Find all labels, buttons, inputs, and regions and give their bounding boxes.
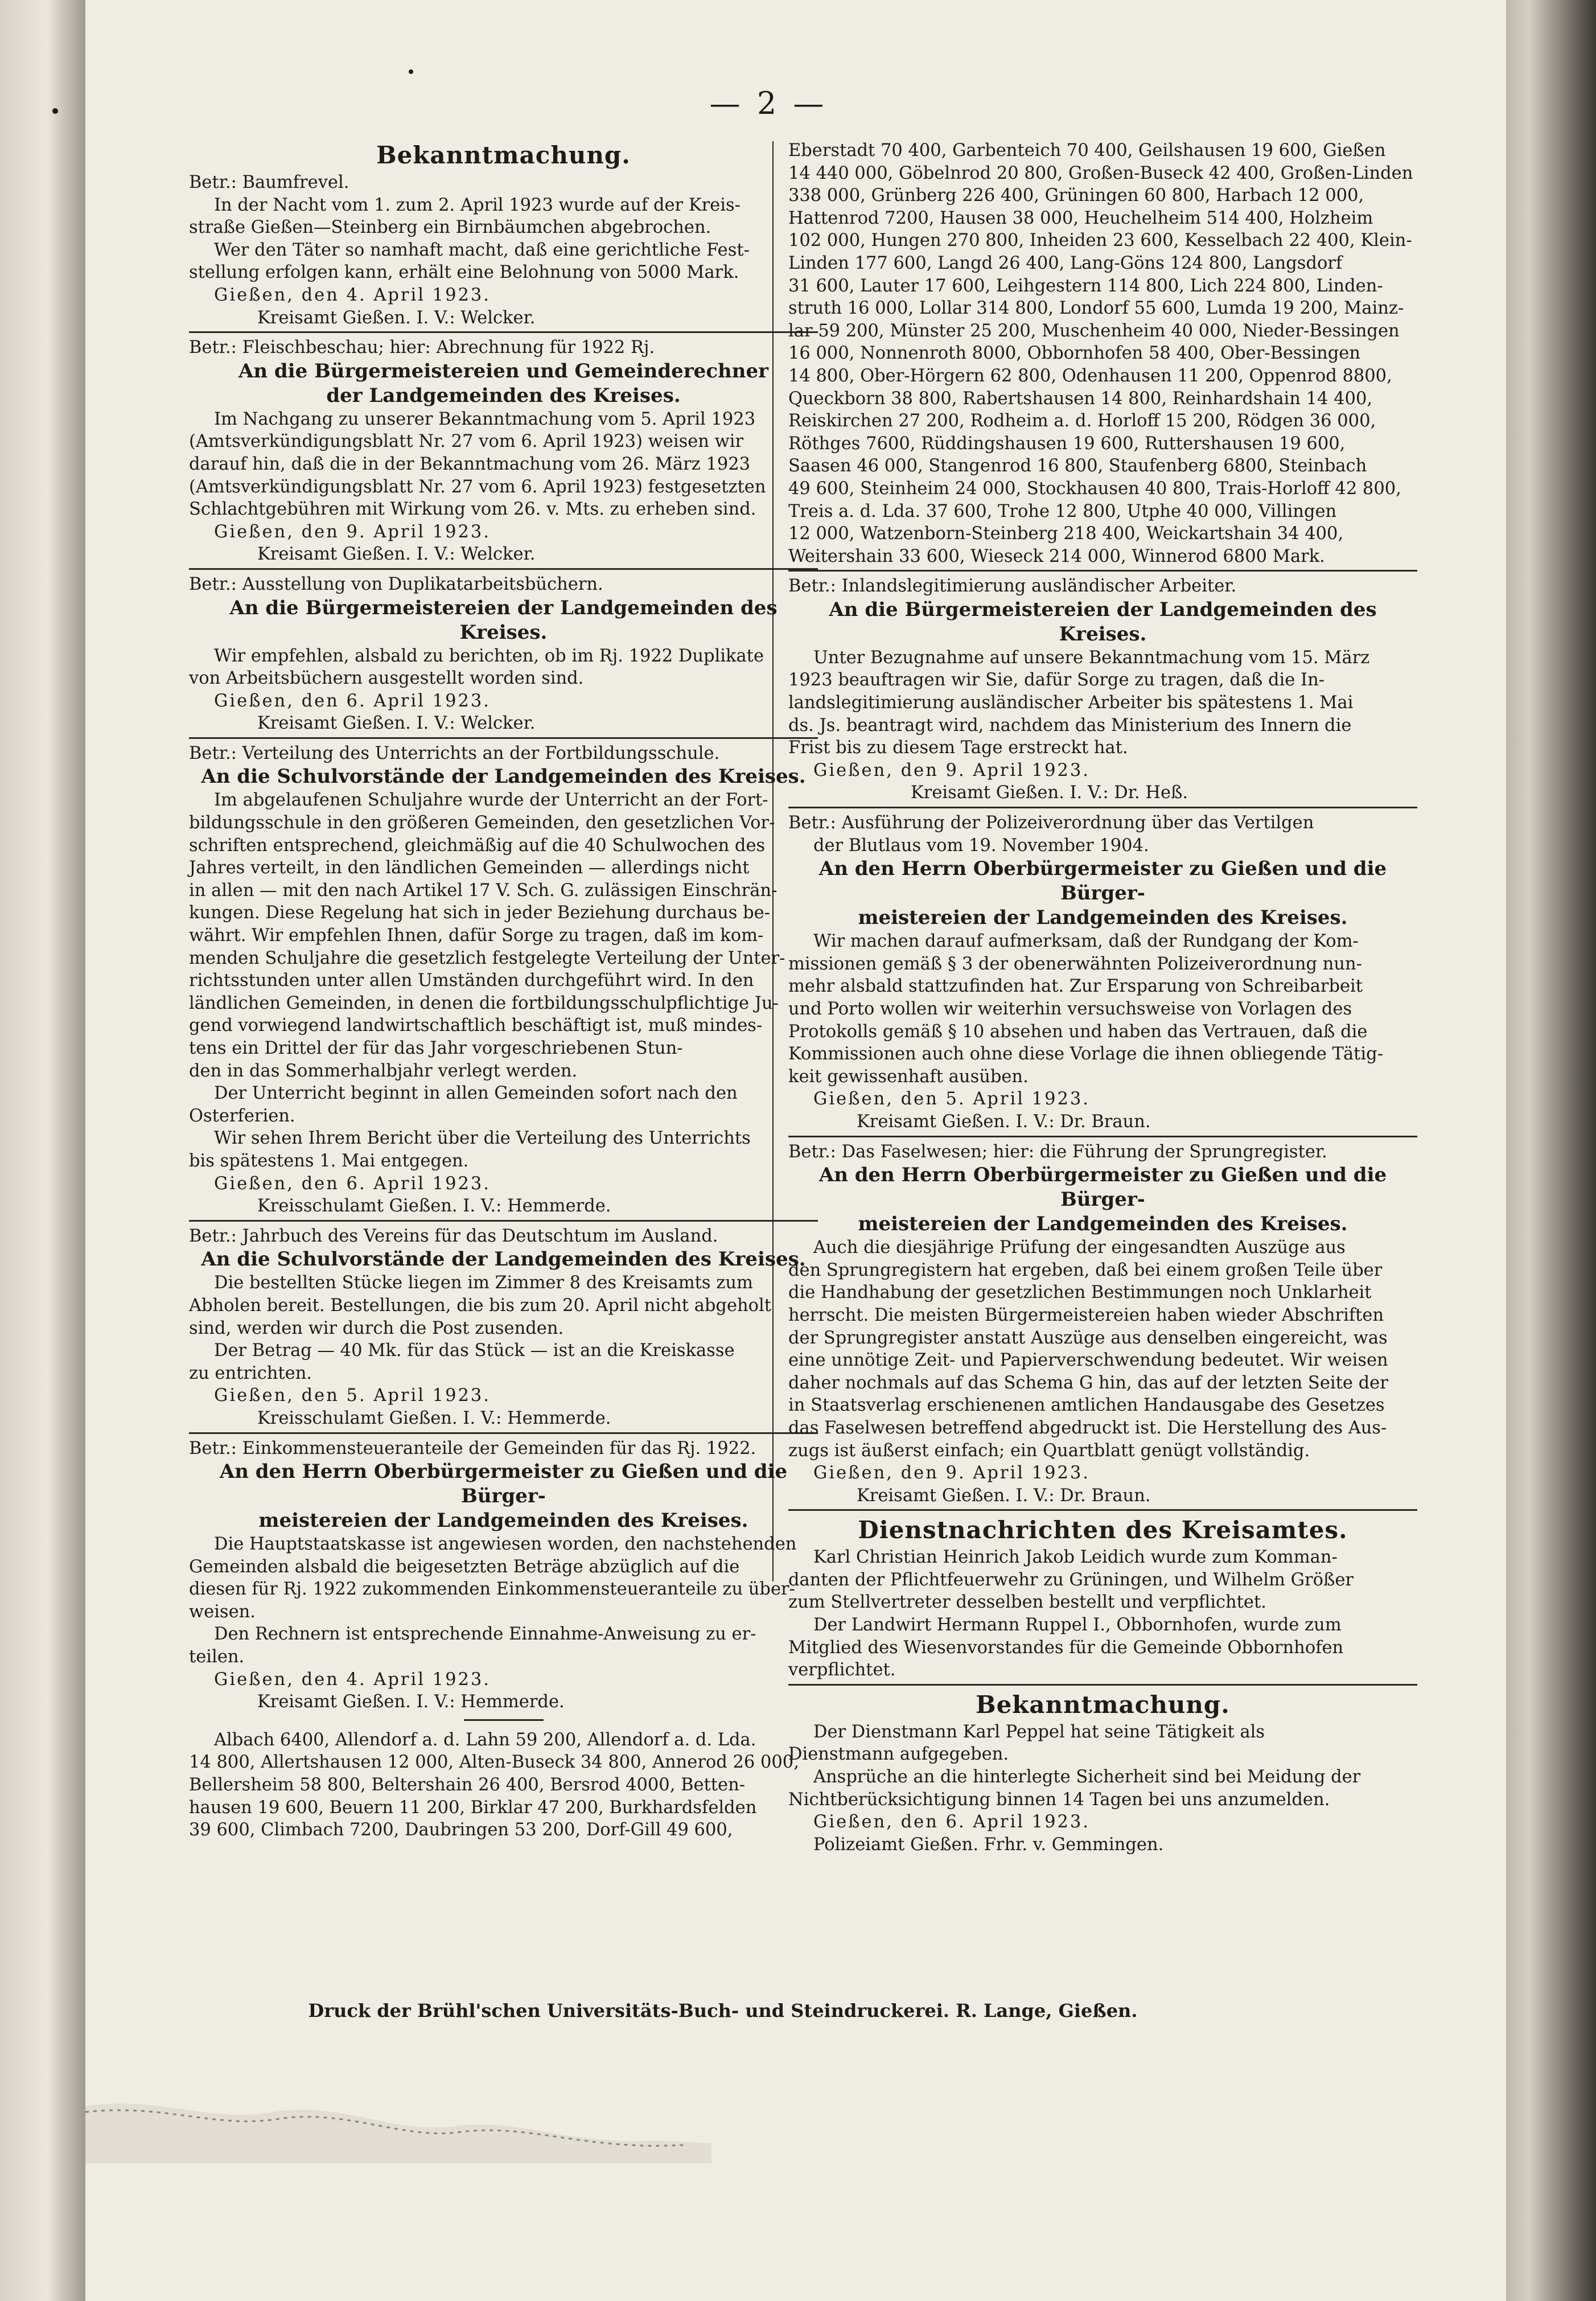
- text-line: Den Rechnern ist entsprechende Einnahme-Anweisung zu er-: [214, 1624, 756, 1645]
- payment-list-line: 12 000, Watzenborn-Steinberg 218 400, Weickartshain 34 400,: [788, 524, 1344, 544]
- text-line: schriften entsprechend, gleichmäßig auf die 40 Schulwochen des: [189, 835, 766, 856]
- signature-line: Kreisamt Gießen. I. V.: Dr. Heß.: [911, 783, 1188, 803]
- betr-line: Betr.: Ausführung der Polizeiverordnung über das Vertilgen: [788, 813, 1314, 833]
- text-line: 1923 beauftragen wir Sie, dafür Sorge zu tragen, daß die In-: [788, 670, 1325, 691]
- payment-list-line: lar 59 200, Münster 25 200, Muschenheim 40 000, Nieder-Bessingen: [788, 321, 1400, 341]
- page-stack-edge: [1506, 0, 1596, 2301]
- notice-title: Bekanntmachung.: [976, 1690, 1230, 1719]
- section-title: Dienstnachrichten des Kreisamtes.: [858, 1516, 1348, 1544]
- text-line: Abholen bereit. Bestellungen, die bis zum 20. April nicht abgeholt: [189, 1295, 772, 1316]
- text-line: Nichtberücksichtigung binnen 14 Tagen bei uns anzumelden.: [788, 1789, 1330, 1810]
- text-line: Der Landwirt Hermann Ruppel I., Obbornhofen, wurde zum: [813, 1615, 1342, 1636]
- text-line: Schlachtgebühren mit Wirkung vom 26. v. Mts. zu erheben sind.: [189, 499, 756, 520]
- text-line: von Arbeitsbüchern ausgestellt worden sind.: [189, 668, 584, 689]
- notice-title: An die Bürgermeistereien und Gemeinderechner: [238, 359, 769, 383]
- text-line: ländlichen Gemeinden, in denen die fortbildungsschulpflichtige Ju-: [189, 993, 779, 1013]
- signature-line: Kreisschulamt Gießen. I. V.: Hemmerde.: [257, 1408, 611, 1428]
- text-line: zugs ist äußerst einfach; ein Quartblatt genügt vollständig.: [788, 1440, 1310, 1461]
- payment-list-line: 14 800, Ober-Hörgern 62 800, Odenhausen 11 200, Oppenrod 8800,: [788, 365, 1392, 386]
- text-line: das Faselwesen betreffend abgedruckt ist. Die Herstellung des Aus-: [788, 1417, 1387, 1438]
- text-line: Der Betrag — 40 Mk. für das Stück — ist an die Kreiskasse: [214, 1341, 735, 1361]
- text-line: darauf hin, daß die in der Bekanntmachung vom 26. März 1923: [189, 454, 751, 474]
- payment-list-line: 16 000, Nonnenroth 8000, Obbornhofen 58 400, Ober-Bessingen: [788, 343, 1360, 364]
- text-line: tens ein Drittel der für das Jahr vorgeschriebenen Stun-: [189, 1038, 683, 1058]
- signature-line: Kreisamt Gießen. I. V.: Welcker.: [257, 713, 536, 734]
- notice-arbeitsbuecher: [189, 573, 818, 739]
- payment-list-line: 102 000, Hungen 270 800, Inheiden 23 600, Kesselbach 22 400, Klein-: [788, 231, 1412, 251]
- payment-list-line: Reiskirchen 27 200, Rodheim a. d. Horloff 15 200, Rödgen 36 000,: [788, 411, 1376, 432]
- notice-title: der Landgemeinden des Kreises.: [326, 384, 681, 407]
- notice-title: meistereien der Landgemeinden des Kreises.: [858, 1213, 1348, 1236]
- date-line: Gießen, den 9. April 1923.: [813, 760, 1090, 780]
- text-line: In der Nacht vom 1. zum 2. April 1923 wurde auf der Kreis-: [214, 195, 741, 215]
- text-line: Im abgelaufenen Schuljahre wurde der Unterricht an der Fort-: [214, 790, 768, 811]
- text-line: Der Dienstmann Karl Peppel hat seine Tätigkeit als: [813, 1721, 1265, 1742]
- text-line: weisen.: [189, 1601, 256, 1622]
- short-rule: [464, 1719, 544, 1721]
- text-line: Jahres verteilt, in den ländlichen Gemeinden — allerdings nicht: [189, 858, 750, 878]
- text-line: bis spätestens 1. Mai entgegen.: [189, 1150, 469, 1171]
- notice-jahrbuch: [189, 1225, 818, 1434]
- date-line: Gießen, den 9. April 1923.: [214, 521, 491, 542]
- page-number: — 2 —: [709, 85, 828, 121]
- payment-list-line: struth 16 000, Lollar 314 800, Londorf 55 600, Lumda 19 200, Mainz-: [788, 298, 1404, 319]
- text-line: verpflichtet.: [788, 1660, 896, 1680]
- text-line: menden Schuljahre die gesetzlich festgelegte Verteilung der Unter-: [189, 948, 785, 968]
- payment-list-line: 39 600, Climbach 7200, Daubringen 53 200, Dorf-Gill 49 600,: [189, 1820, 733, 1840]
- date-line: Gießen, den 6. April 1923.: [813, 1812, 1090, 1832]
- notice-fortbildungsschule: [189, 742, 818, 1222]
- payment-list-continued: [788, 139, 1417, 572]
- signature-line: Kreisamt Gießen. I. V.: Hemmerde.: [257, 1692, 565, 1712]
- text-line: den Sprungregistern hat ergeben, daß bei einem großen Teile über: [788, 1260, 1383, 1280]
- notice-fleischbeschau: [189, 336, 818, 570]
- date-line: Gießen, den 6. April 1923.: [214, 691, 491, 711]
- text-line: sind, werden wir durch die Post zusenden.: [189, 1318, 564, 1338]
- payment-list-line: 31 600, Lauter 17 600, Leihgestern 114 800, Lich 224 800, Linden-: [788, 276, 1383, 296]
- betr-line: Betr.: Baumfrevel.: [189, 172, 349, 192]
- payment-list-line: 14 800, Allertshausen 12 000, Alten-Buseck 34 800, Annerod 26 000,: [189, 1752, 799, 1773]
- printer-imprint: Druck der Brühl'schen Universitäts-Buch- und Steindruckerei. R. Lange, Gießen.: [308, 2000, 1138, 2021]
- payment-list-line: Linden 177 600, Langd 26 400, Lang-Göns 124 800, Langsdorf: [788, 253, 1343, 273]
- notice-blutlaus: [788, 812, 1417, 1137]
- date-line: Gießen, den 4. April 1923.: [214, 1669, 491, 1690]
- text-line: eine unnötige Zeit- und Papierverschwendung bedeutet. Wir weisen: [788, 1350, 1388, 1371]
- text-line: Im Nachgang zu unserer Bekanntmachung vom 5. April 1923: [214, 409, 756, 429]
- date-line: Gießen, den 4. April 1923.: [214, 285, 491, 305]
- notice-title: An den Herrn Oberbürgermeister zu Gießen und die Bürger-: [219, 1460, 788, 1508]
- notice-title: meistereien der Landgemeinden des Kreises.: [858, 906, 1348, 930]
- notice-title: An die Bürgermeistereien der Landgemeinden des Kreises.: [229, 596, 778, 644]
- date-line: Gießen, den 9. April 1923.: [813, 1463, 1090, 1484]
- text-line: kungen. Diese Regelung hat sich in jeder Beziehung durchaus be-: [189, 903, 770, 923]
- notice-inlandslegitimierung: [788, 575, 1417, 808]
- text-line: (Amtsverkündigungsblatt Nr. 27 vom 6. April 1923) festgesetzten: [189, 476, 766, 497]
- date-line: Gießen, den 6. April 1923.: [214, 1173, 491, 1194]
- betr-line: Betr.: Das Faselwesen; hier: die Führung der Sprungregister.: [788, 1141, 1327, 1162]
- notice-faselwesen: [788, 1141, 1417, 1511]
- notice-baumfrevel: [189, 139, 818, 333]
- right-column: [788, 139, 1417, 1862]
- text-line: zum Stellvertreter desselben bestellt und verpflichtet.: [788, 1592, 1266, 1613]
- text-line: mehr alsbald stattzufinden hat. Zur Ersparung von Schreibarbeit: [788, 976, 1363, 997]
- notice-title: meistereien der Landgemeinden des Kreises.: [258, 1509, 748, 1532]
- text-line: Karl Christian Heinrich Jakob Leidich wurde zum Komman-: [813, 1547, 1338, 1568]
- text-line: Mitglied des Wiesenvorstandes für die Gemeinde Obbornhofen: [788, 1637, 1344, 1658]
- payment-list-line: Hattenrod 7200, Hausen 38 000, Heuchelheim 514 400, Holzheim: [788, 208, 1373, 228]
- signature-line: Polizeiamt Gießen. Frhr. v. Gemmingen.: [813, 1834, 1164, 1855]
- text-line: Protokolls gemäß § 10 absehen und haben das Vertrauen, daß die: [788, 1021, 1368, 1042]
- signature-line: Kreisamt Gießen. I. V.: Dr. Braun.: [857, 1111, 1151, 1132]
- signature-line: Kreisamt Gießen. I. V.: Welcker.: [257, 307, 536, 328]
- text-line: gend vorwiegend landwirtschaftlich beschäftigt ist, muß mindes-: [189, 1016, 763, 1036]
- text-line: Die Hauptstaatskasse ist angewiesen worden, den nachstehenden: [214, 1534, 797, 1555]
- text-line: missionen gemäß § 3 der obenerwähnten Polizeiverordnung nun-: [788, 954, 1362, 974]
- text-line: Wir sehen Ihrem Bericht über die Verteilung des Unterrichts: [214, 1128, 751, 1149]
- payment-list-line: Röthges 7600, Rüddingshausen 19 600, Ruttershausen 19 600,: [788, 433, 1346, 454]
- signature-line: Kreisamt Gießen. I. V.: Welcker.: [257, 544, 536, 565]
- text-line: in Staatsverlag erschienenen amtlichen Handausgabe des Gesetzes: [788, 1395, 1385, 1416]
- notice-title: An den Herrn Oberbürgermeister zu Gießen und die Bürger-: [818, 857, 1387, 905]
- notice-title: An die Schulvorstände der Landgemeinden des Kreises.: [201, 1248, 806, 1271]
- text-line: herrscht. Die meisten Bürgermeistereien haben wieder Abschriften: [788, 1305, 1384, 1325]
- notice-title: An die Schulvorstände der Landgemeinden des Kreises.: [201, 765, 806, 788]
- left-column: [189, 139, 818, 1847]
- betr-line: Betr.: Ausstellung von Duplikatarbeitsbüchern.: [189, 574, 603, 594]
- betr-line: Betr.: Jahrbuch des Vereins für das Deutschtum im Ausland.: [189, 1226, 718, 1246]
- payment-list-line: Eberstadt 70 400, Garbenteich 70 400, Geilshausen 19 600, Gießen: [788, 141, 1386, 161]
- payment-list-line: Weitershain 33 600, Wieseck 214 000, Winnerod 6800 Mark.: [788, 546, 1325, 566]
- text-line: währt. Wir empfehlen Ihnen, dafür Sorge zu tragen, daß im kom-: [189, 926, 764, 946]
- text-line: (Amtsverkündigungsblatt Nr. 27 vom 6. April 1923) weisen wir: [189, 432, 744, 452]
- text-line: Osterferien.: [189, 1106, 295, 1126]
- text-line: Frist bis zu diesem Tage erstreckt hat.: [788, 738, 1128, 758]
- payment-list-line: Bellersheim 58 800, Beltershain 26 400, Bersrod 4000, Betten-: [189, 1775, 746, 1795]
- notice-title: Bekanntmachung.: [376, 141, 631, 169]
- payment-list-line: Saasen 46 000, Stangenrod 16 800, Staufenberg 6800, Steinbach: [788, 456, 1367, 476]
- text-line: stellung erfolgen kann, erhält eine Belohnung von 5000 Mark.: [189, 262, 739, 283]
- notice-dienstmann: [788, 1689, 1417, 1859]
- notice-title: An den Herrn Oberbürgermeister zu Gießen und die Bürger-: [818, 1164, 1387, 1211]
- payment-list-line: 49 600, Steinheim 24 000, Stockhausen 40 800, Trais-Horloff 42 800,: [788, 478, 1401, 499]
- ink-speck: [52, 108, 58, 114]
- text-line: richtsstunden unter allen Umständen durchgeführt wird. In den: [189, 971, 754, 991]
- payment-list-line: Albach 6400, Allendorf a. d. Lahn 59 200, Allendorf a. d. Lda.: [214, 1729, 756, 1750]
- ink-speck: [409, 69, 413, 74]
- binding-left-page-edge: [0, 0, 85, 2301]
- text-line: diesen für Rj. 1922 zukommenden Einkommensteueranteile zu über-: [189, 1579, 795, 1600]
- text-line: Auch die diesjährige Prüfung der eingesandten Auszüge aus: [813, 1238, 1346, 1258]
- text-line: Ansprüche an die hinterlegte Sicherheit sind bei Meidung der: [813, 1767, 1361, 1788]
- text-line: zu entrichten.: [189, 1363, 312, 1383]
- text-line: Kommissionen auch ohne diese Vorlage die ihnen obliegende Tätig-: [788, 1044, 1383, 1065]
- text-line: Gemeinden alsbald die beigesetzten Beträge abzüglich auf die: [189, 1556, 740, 1577]
- notice-einkommensteuer: [189, 1437, 818, 1844]
- betr-line: der Blutlaus vom 19. November 1904.: [813, 835, 1149, 856]
- text-line: straße Gießen—Steinberg ein Birnbäumchen abgebrochen.: [189, 217, 711, 238]
- text-line: daher nochmals auf das Schema G hin, das auf der letzten Seite der: [788, 1373, 1388, 1393]
- betr-line: Betr.: Fleischbeschau; hier: Abrechnung für 1922 Rj.: [189, 338, 655, 358]
- payment-list-line: 14 440 000, Göbelnrod 20 800, Großen-Buseck 42 400, Großen-Linden: [788, 163, 1413, 183]
- payment-list-line: Treis a. d. Lda. 37 600, Trohe 12 800, Utphe 40 000, Villingen: [788, 501, 1337, 521]
- betr-line: Betr.: Verteilung des Unterrichts an der Fortbildungsschule.: [189, 743, 720, 763]
- text-line: Wer den Täter so namhaft macht, daß eine gerichtliche Fest-: [214, 240, 750, 260]
- text-line: landslegitimierung ausländischer Arbeiter bis spätestens 1. Mai: [788, 693, 1354, 713]
- text-line: den in das Sommerhalbjahr verlegt werden.: [189, 1061, 578, 1081]
- text-line: in allen — mit den nach Artikel 17 V. Sch. G. zulässigen Einschrän-: [189, 880, 778, 901]
- notice-title: An die Bürgermeistereien der Landgemeinden des Kreises.: [829, 598, 1377, 646]
- text-line: bildungsschule in den größeren Gemeinden, den gesetzlichen Vor-: [189, 813, 775, 833]
- section-dienstnachrichten: [788, 1514, 1417, 1686]
- text-line: und Porto wollen wir weiterhin versuchsweise von Vorlagen des: [788, 999, 1352, 1019]
- payment-list-line: 338 000, Grünberg 226 400, Grüningen 60 800, Harbach 12 000,: [788, 186, 1364, 206]
- text-line: der Sprungregister anstatt Auszüge aus denselben eingereicht, was: [788, 1328, 1388, 1348]
- text-line: Unter Bezugnahme auf unsere Bekanntmachung vom 15. März: [813, 647, 1370, 668]
- date-line: Gießen, den 5. April 1923.: [813, 1089, 1090, 1110]
- signature-line: Kreisamt Gießen. I. V.: Dr. Braun.: [857, 1485, 1151, 1506]
- text-line: die Handhabung der gesetzlichen Bestimmungen noch Unklarheit: [788, 1283, 1372, 1303]
- text-line: Dienstmann aufgegeben.: [788, 1744, 1009, 1765]
- text-line: keit gewissenhaft ausüben.: [788, 1066, 1029, 1087]
- text-line: Wir machen darauf aufmerksam, daß der Rundgang der Kom-: [813, 931, 1359, 952]
- payment-list-line: hausen 19 600, Beuern 11 200, Birklar 47 200, Burkhardsfelden: [189, 1797, 757, 1818]
- text-line: danten der Pflichtfeuerwehr zu Grüningen, und Wilhelm Größer: [788, 1569, 1354, 1590]
- paper-damage-mark: [85, 2072, 711, 2163]
- text-line: ds. Js. beantragt wird, nachdem das Ministerium des Innern die: [788, 715, 1352, 736]
- text-line: teilen.: [189, 1647, 245, 1667]
- betr-line: Betr.: Inlandslegitimierung ausländischer Arbeiter.: [788, 576, 1237, 597]
- signature-line: Kreisschulamt Gießen. I. V.: Hemmerde.: [257, 1196, 611, 1217]
- betr-line: Betr.: Einkommensteueranteile der Gemeinden für das Rj. 1922.: [189, 1438, 756, 1458]
- payment-list-line: Queckborn 38 800, Rabertshausen 14 800, Reinhardshain 14 400,: [788, 388, 1373, 409]
- date-line: Gießen, den 5. April 1923.: [214, 1386, 491, 1406]
- text-line: Der Unterricht beginnt in allen Gemeinden sofort nach den: [214, 1083, 738, 1104]
- text-line: Die bestellten Stücke liegen im Zimmer 8 des Kreisamts zum: [214, 1273, 753, 1293]
- text-line: Wir empfehlen, alsbald zu berichten, ob im Rj. 1922 Duplikate: [214, 646, 764, 666]
